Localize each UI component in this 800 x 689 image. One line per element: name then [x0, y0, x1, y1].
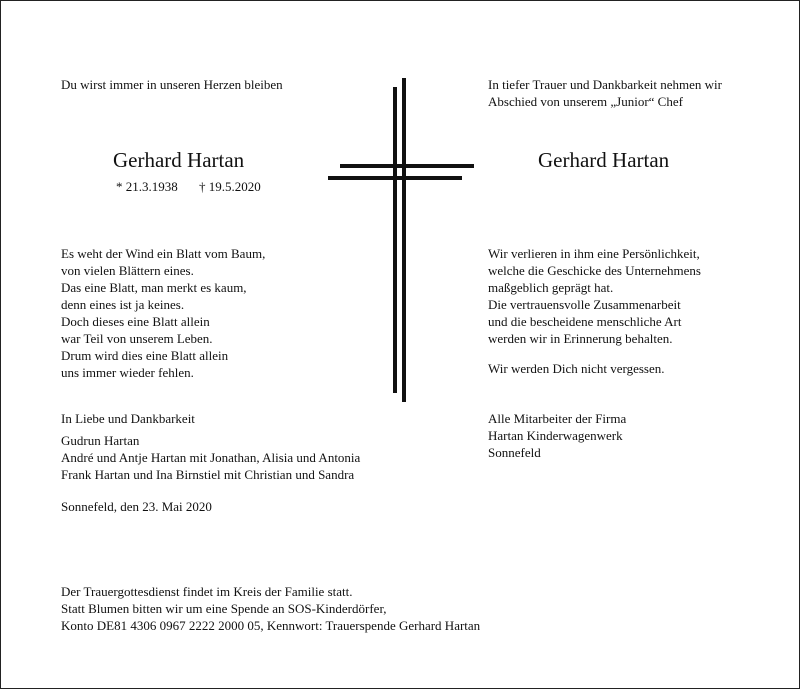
left-deceased-name: Gerhard Hartan: [113, 148, 245, 172]
right-intro: [488, 76, 722, 110]
family-member: André und Antje Hartan mit Jonathan, Alisia und Antonia: [61, 450, 361, 465]
poem-line: Das eine Blatt, man merkt es kaum,: [61, 280, 247, 295]
poem-line: denn eines ist ja keines.: [61, 297, 185, 312]
place-date: Sonnefeld, den 23. Mai 2020: [61, 499, 212, 514]
poem-line: von vielen Blättern eines.: [61, 263, 194, 278]
intro-line: In tiefer Trauer und Dankbarkeit nehmen wir: [488, 77, 722, 92]
poem-line: Drum wird dies eine Blatt allein: [61, 348, 229, 363]
footer-line: Statt Blumen bitten wir um eine Spende an SOS-Kinderdörfer,: [61, 601, 387, 616]
tribute-line: und die bescheidene menschliche Art: [488, 314, 682, 329]
intro-line: Abschied von unserem „Junior“ Chef: [488, 94, 683, 109]
poem-line: Doch dieses eine Blatt allein: [61, 314, 210, 329]
footer-line: Der Trauergottesdienst findet im Kreis der Familie statt.: [61, 584, 353, 599]
company-line: Hartan Kinderwagenwerk: [488, 428, 623, 443]
tribute-line: maßgeblich geprägt hat.: [488, 280, 614, 295]
poem-line: uns immer wieder fehlen.: [61, 365, 194, 380]
cross-upper-beam: [340, 164, 474, 168]
poem-line: Es weht der Wind ein Blatt vom Baum,: [61, 246, 266, 261]
cross-left-vertical: [393, 87, 397, 393]
tribute: [488, 245, 701, 347]
footer-notes: [61, 583, 480, 634]
tribute-line: welche die Geschicke des Unternehmens: [488, 263, 701, 278]
birth-date: * 21.3.1938: [116, 179, 178, 194]
poem-line: war Teil von unserem Leben.: [61, 331, 213, 346]
tribute-line: Wir verlieren in ihm eine Persönlichkeit,: [488, 246, 700, 261]
death-date: † 19.5.2020: [199, 179, 261, 194]
cross-right-vertical: [402, 78, 406, 402]
family-member: Gudrun Hartan: [61, 433, 140, 448]
company-line: Alle Mitarbeiter der Firma: [488, 411, 627, 426]
poem: [61, 245, 265, 381]
right-deceased-name: Gerhard Hartan: [538, 148, 670, 172]
tribute-line: Die vertrauensvolle Zusammenarbeit: [488, 297, 681, 312]
closing-greeting: In Liebe und Dankbarkeit: [61, 411, 195, 426]
family-member: Frank Hartan und Ina Birnstiel mit Christian und Sandra: [61, 467, 355, 482]
footer-line: Konto DE81 4306 0967 2222 2000 05, Kennwort: Trauerspende Gerhard Hartan: [61, 618, 481, 633]
tribute-line: werden wir in Erinnerung behalten.: [488, 331, 673, 346]
left-motto: Du wirst immer in unseren Herzen bleiben: [61, 77, 283, 92]
family-list: [61, 432, 360, 483]
company-signature: [488, 410, 626, 461]
remember-line: Wir werden Dich nicht vergessen.: [488, 361, 665, 376]
cross-lower-beam: [328, 176, 462, 180]
company-line: Sonnefeld: [488, 445, 541, 460]
